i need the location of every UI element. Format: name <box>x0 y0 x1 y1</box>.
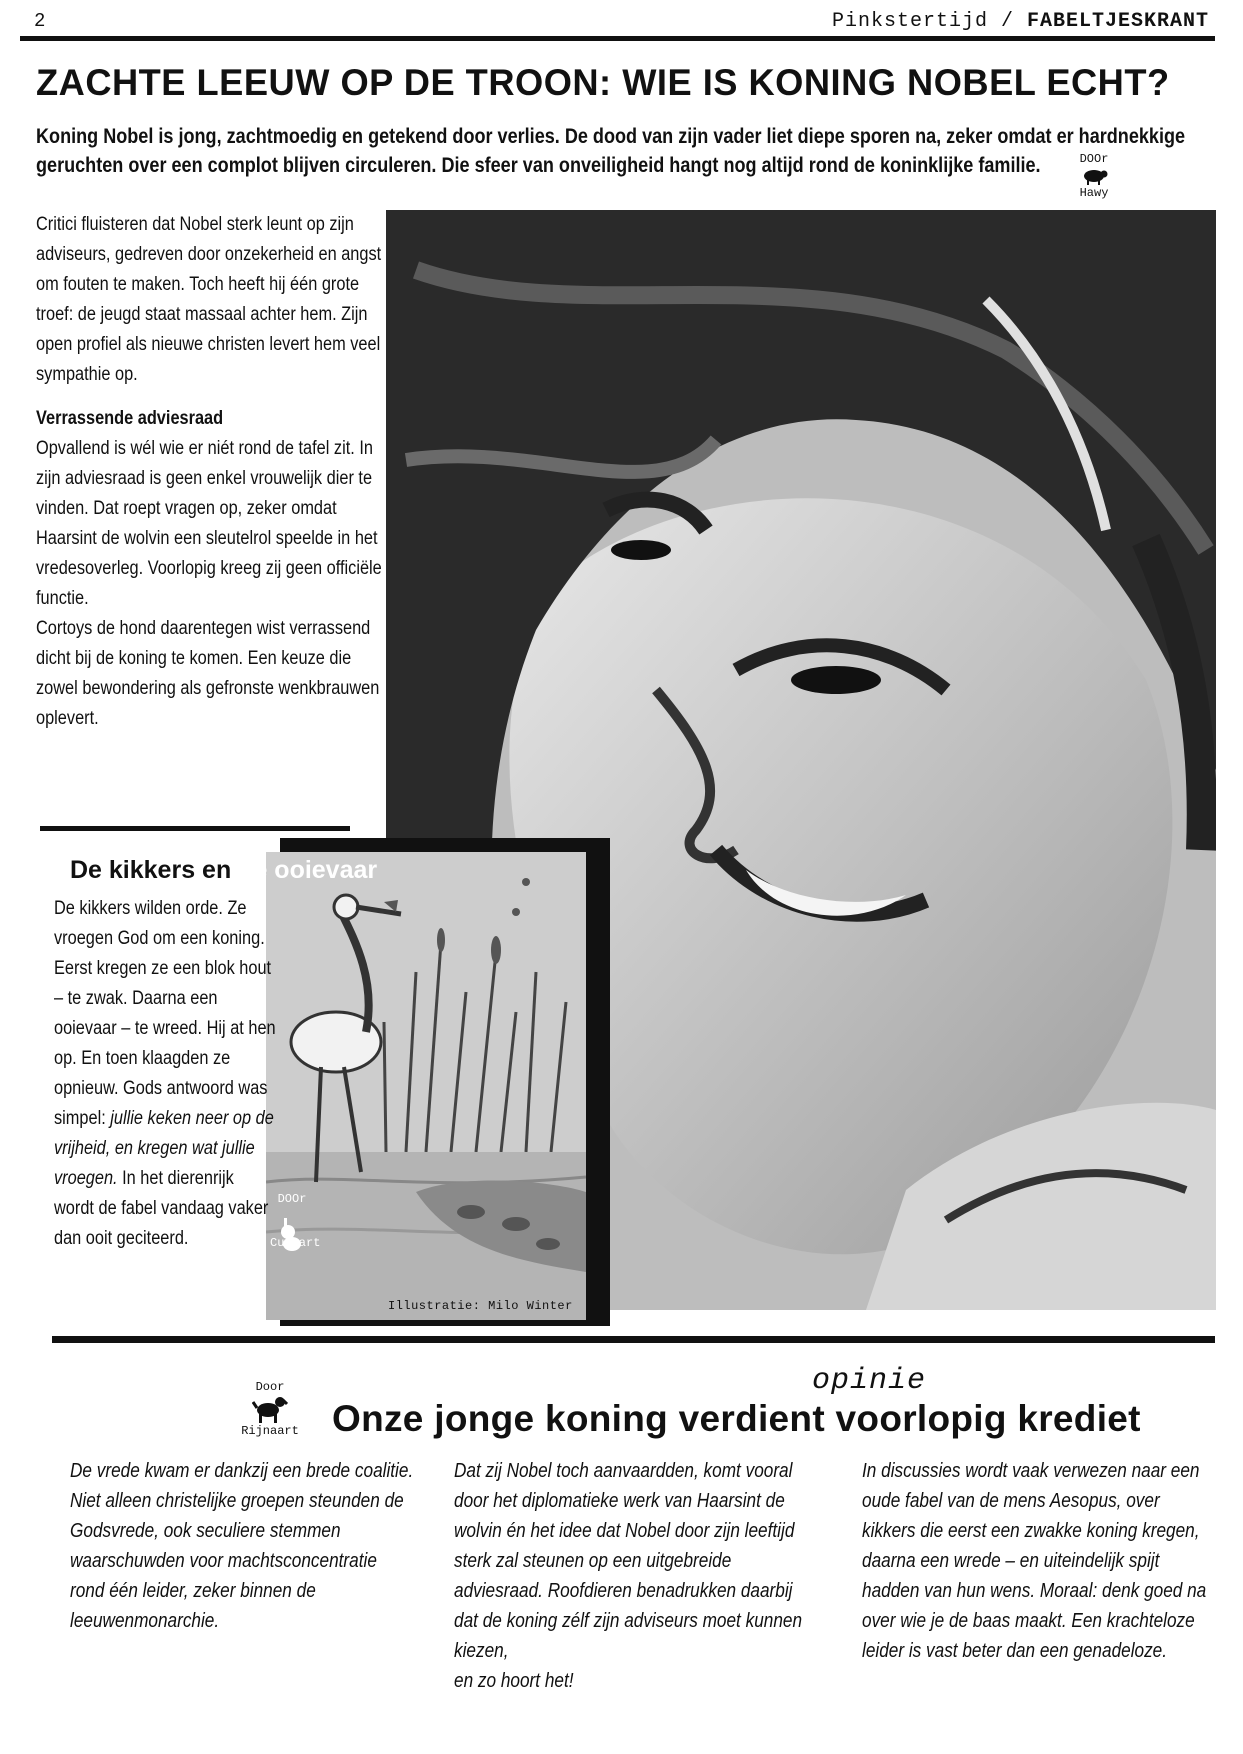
fable-title <box>70 856 377 885</box>
fable-text-italic: jullie keken neer op de vrijheid, en kregen wat jullie vroegen. <box>54 1108 274 1189</box>
byline-door: DOOr <box>1079 152 1109 166</box>
article-lead: Koning Nobel is jong, zachtmoedig en getekend door verlies. De dood van zijn vader liet diepe sporen na, zeker omdat er hardnekkige geruchten over een complot blijven circuleren. Die sfeer van onveiligheid hangt nog altijd rond de koninklijke familie. <box>36 125 1186 177</box>
byline-hawy <box>1064 152 1124 200</box>
section-rule <box>52 1336 1215 1343</box>
header-rule <box>20 36 1215 41</box>
stork-illustration <box>266 852 586 1320</box>
fable-text-plain: De kikkers wilden orde. Ze vroegen God om een koning. Eerst kregen ze een blok hout – te zwak. Daarna een ooievaar – te wreed. Hij at hen op. En toen klaagden ze opnieuw. Gods antwoord was simpel: <box>54 898 276 1129</box>
opinion-column-2-body: Dat zij Nobel toch aanvaardden, komt vooral door het diplomatieke werk van Haarsint de wolvin én het idee dat Nobel door zijn leeftijd sterk zal steunen op een uitgebreide adviesraad. Roofdieren benadrukken daarbij dat de koning zélf zijn adviseurs moet kunnen kiezen, <box>454 1460 803 1662</box>
fable-title-part-1: De kikkers en <box>70 856 239 884</box>
fable-text-end: In het dierenrijk wordt de fabel vandaag vaker dan ooit geciteerd. <box>54 1168 269 1249</box>
article-paragraph-2: Opvallend is wél wie er niét rond de tafel zit. In zijn adviesraad is geen enkel vrouwelijk dier te vinden. Dat roept vragen op, zeker omdat Haarsint de wolvin een sleutelrol speelde in het vredesoverleg. Voorlopig kreeg zij geen officiële functie. <box>36 438 382 609</box>
byline-door: Door <box>255 1380 285 1394</box>
opinion-headline: Onze jonge koning verdient voorlopig krediet <box>332 1398 1141 1439</box>
byline-door: DOOr <box>277 1192 307 1206</box>
article-headline: ZACHTE LEEUW OP DE TROON: WIE IS KONING NOBEL ECHT? <box>36 62 1170 103</box>
opinion-column-1: De vrede kwam er dankzij een brede coalitie. Niet alleen christelijke groepen steunden de Godsvrede, ook seculiere stemmen waarschuwden voor machtsconcentratie rond één leider, zeker binnen de leeuwenmonarchie. <box>70 1460 414 1632</box>
byline-rijnaart <box>234 1380 306 1438</box>
fable-text <box>54 894 278 1254</box>
opinion-column-3: In discussies wordt vaak verwezen naar een oude fabel van de mens Aesopus, over kikkers die eerst een zwakke koning kregen, daarna een wrede – en uiteindelijk spijt hadden van hun wens. Moraal: denk goed na over wie je de baas maakt. Een krachteloze leider is vast beter dan een genadeloze. <box>862 1460 1207 1662</box>
byline-author: Hawy <box>1079 186 1109 200</box>
byline-author: Cuwaart <box>270 1236 321 1250</box>
opinion-label: opinie <box>812 1364 927 1398</box>
article-subheading: Verrassende adviesraad <box>36 408 224 429</box>
byline-author: Rijnaart <box>241 1424 299 1438</box>
article-body <box>36 210 397 734</box>
fable-title-part-2: de ooievaar <box>238 856 378 884</box>
page-number: 2 <box>34 10 46 32</box>
dog-icon <box>252 1394 288 1424</box>
running-head <box>832 10 1209 33</box>
opinion-column-2-end: en zo hoort het! <box>454 1670 574 1692</box>
fable-box-rule <box>40 826 350 831</box>
article-paragraph-1: Critici fluisteren dat Nobel sterk leunt op zijn adviseurs, gedreven door onzekerheid en angst om fouten te maken. Toch heeft hij één grote troef: de jeugd staat massaal achter hem. Zijn open profiel als nieuwe christen levert hem veel sympathie op. <box>36 214 382 385</box>
opinion-column-2 <box>454 1456 802 1696</box>
publication-name: FABELTJESKRANT <box>1026 10 1209 33</box>
illustration-credit: Illustratie: Milo Winter <box>388 1299 573 1313</box>
sheep-icon <box>1079 166 1109 186</box>
article-paragraph-3: Cortoys de hond daarentegen wist verrassend dicht bij de koning te komen. Een keuze die zowel bewondering als gefronste wenkbrauwen oplevert. <box>36 618 380 729</box>
section-name: Pinkstertijd / <box>831 10 1027 33</box>
